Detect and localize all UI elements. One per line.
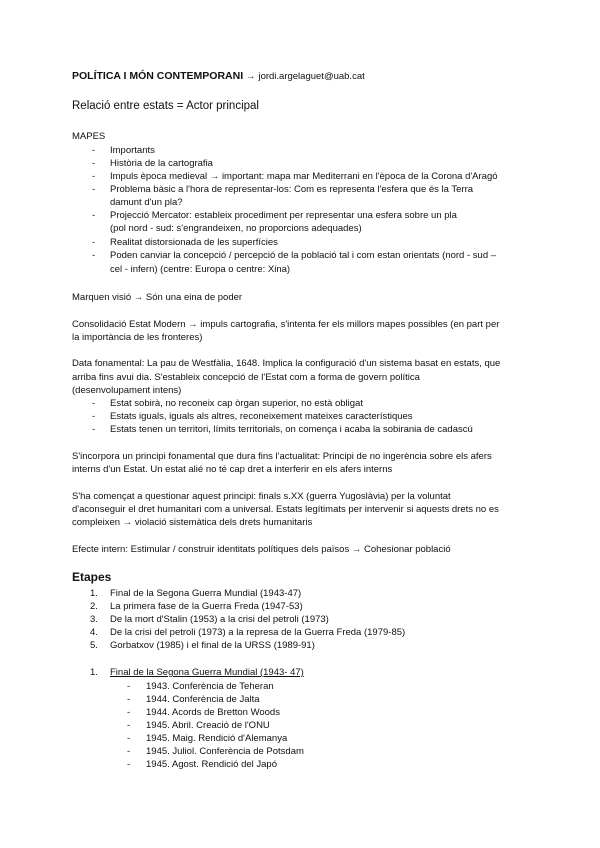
bullet-dash: -: [92, 171, 96, 182]
course-title: POLÍTICA I MÓN CONTEMPORANI: [72, 70, 244, 82]
paragraph-questionar-line: d'aconseguir el dret humanitari com a universal. Estats legítimats per intervenir si aquests drets no es: [72, 504, 499, 515]
bullet-dash: -: [127, 746, 131, 757]
bullet-dash: -: [92, 184, 96, 195]
arrow-glyph: →: [246, 71, 256, 82]
etapa-number: 1.: [90, 588, 98, 599]
etapa-number: 3.: [90, 614, 98, 625]
etapa-item: De la crisi del petroli (1973) a la represa de la Guerra Freda (1979-85): [110, 627, 406, 638]
mapes-bullet-continuation: (pol nord - sud: s'engrandeixen, no proporcions adequades): [110, 223, 362, 234]
mapes-bullet: Impuls època medieval → important: mapa mar Mediterrani en l'època de la Corona d'Aragó: [110, 171, 498, 182]
etapa-item: Final de la Segona Guerra Mundial (1943-47): [110, 588, 302, 599]
author-email: jordi.argelaguet@uab.cat: [258, 71, 365, 82]
etapa-number: 5.: [90, 640, 98, 651]
bullet-dash: -: [92, 158, 96, 169]
westfalia-bullet: Estats tenen un territori, límits territorials, on comença i acaba la sobirania de cadascú: [110, 424, 473, 435]
bullet-dash: -: [127, 733, 131, 744]
event-item: 1945. Juliol. Conferència de Potsdam: [146, 746, 304, 757]
mapes-bullet-continuation: cel - infern) (centre: Europa o centre: Xina): [110, 264, 291, 275]
mapes-bullet: Importants: [110, 145, 155, 156]
etapa-item: La primera fase de la Guerra Freda (1947-53): [110, 601, 303, 612]
event-item: 1945. Agost. Rendició del Japó: [146, 759, 277, 770]
bullet-dash: -: [127, 681, 131, 692]
mapes-bullet: Problema bàsic a l'hora de representar-los: Com es representa l'esfera que és la Terra: [110, 184, 474, 195]
bullet-dash: -: [92, 250, 96, 261]
page-title: [72, 70, 365, 83]
paragraph-westfalia-line: Data fonamental: La pau de Westfàlia, 1648. Implica la configuració d'un sistema basat en estats, que: [72, 358, 501, 369]
westfalia-bullet: Estats iguals, iguals als altres, reconeixement mateixes característiques: [110, 411, 413, 422]
section-number: 1.: [90, 667, 98, 678]
bullet-dash: -: [92, 424, 96, 435]
westfalia-bullet: Estat sobirà, no reconeix cap òrgan superior, no està obligat: [110, 398, 363, 409]
bullet-dash: -: [127, 707, 131, 718]
mapes-bullet-continuation: damunt d'un pla?: [110, 197, 183, 208]
event-item: 1944. Acords de Bretton Woods: [146, 707, 280, 718]
subtitle: Relació entre estats = Actor principal: [72, 100, 259, 112]
event-item: 1943. Conferència de Teheran: [146, 681, 274, 692]
event-item: 1945. Maig. Rendició d'Alemanya: [146, 733, 288, 744]
paragraph-consolidacio-line: Consolidació Estat Modern → impuls cartografia, s'intenta fer els millors mapes possibles (en part per: [72, 319, 500, 330]
paragraph-principi-line: S'incorpora un principi fonamental que dura fins l'actualitat: Principi de no ingerència sobre els afers: [72, 451, 492, 462]
mapes-bullet: Realitat distorsionada de les superfícies: [110, 237, 278, 248]
etapa-number: 4.: [90, 627, 98, 638]
bullet-dash: -: [127, 720, 131, 731]
mapes-bullet: Història de la cartografia: [110, 158, 213, 169]
mapes-bullet: Projecció Mercator: estableix procediment per representar una esfera sobre un pla: [110, 210, 457, 221]
etapes-heading: Etapes: [72, 570, 112, 584]
paragraph-marquen: Marquen visió → Són una eina de poder: [72, 292, 243, 303]
bullet-dash: -: [92, 411, 96, 422]
bullet-dash: -: [92, 145, 96, 156]
paragraph-westfalia-line: (desenvolupament intens): [72, 385, 182, 396]
etapa-item: Gorbatxov (1985) i el final de la URSS (1989-91): [110, 640, 315, 651]
paragraph-questionar-line: compleixen → violació sistemàtica dels drets humanitaris: [72, 517, 313, 528]
mapes-bullet: Poden canviar la concepció / percepció de la població tal i com estan orientats (nord - sud –: [110, 250, 497, 261]
paragraph-questionar-line: S'ha començat a questionar aquest principi: finals s.XX (guerra Yugoslàvia) per la voluntat: [72, 491, 451, 502]
etapa-item: De la mort d'Stalin (1953) a la crisi del petroli (1973): [110, 614, 329, 625]
bullet-dash: -: [92, 210, 96, 221]
event-item: 1945. Abril. Creació de l'ONU: [146, 720, 270, 731]
paragraph-principi-line: interns d'un Estat. Un estat alié no té cap dret a interferir en els afers interns: [72, 464, 393, 475]
mapes-heading: MAPES: [72, 131, 106, 142]
etapa-number: 2.: [90, 601, 98, 612]
bullet-dash: -: [92, 237, 96, 248]
section-title: Final de la Segona Guerra Mundial (1943- 47): [110, 667, 304, 678]
bullet-dash: -: [127, 759, 131, 770]
paragraph-efecte: Efecte intern: Estimular / construir identitats polítiques dels països → Cohesionar població: [72, 544, 451, 555]
bullet-dash: -: [92, 398, 96, 409]
bullet-dash: -: [127, 694, 131, 705]
paragraph-consolidacio-line: la importància de les fronteres): [72, 332, 203, 343]
event-item: 1944. Conferència de Jalta: [146, 694, 260, 705]
paragraph-westfalia-line: arriba fins avui dia. S'estableix concepció de l'Estat com a forma de govern política: [72, 372, 420, 383]
